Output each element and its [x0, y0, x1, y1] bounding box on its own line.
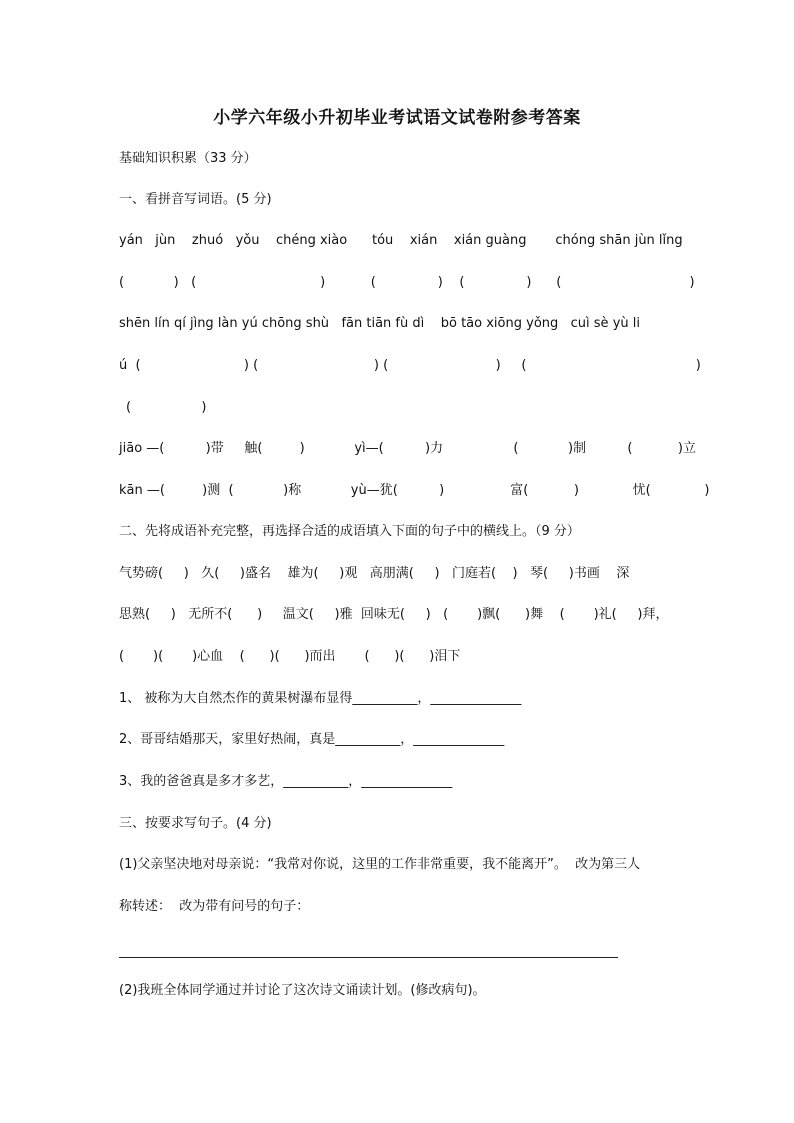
answer-blanks-row-1: ( ) ( ) ( ) ( ) ( )	[119, 275, 695, 290]
pinyin-row-2: shēn lín qí jìng làn yú chōng shù fān tiān fù dì bō tāo xiōng yǒng cuì sè yù li	[119, 316, 640, 331]
pinyin-row-1: yán jùn zhuó yǒu chéng xiào tóu xián xián guàng chóng shān jùn lǐng	[119, 233, 683, 248]
question-1: 1、 被称为大自然杰作的黄果树瀑布显得__________，______________	[119, 691, 522, 706]
part3-heading: 三、按要求写句子。(4 分)	[119, 816, 272, 831]
answer-blanks-row-2: ú ( ) ( ) ( ) ( )	[119, 358, 701, 373]
idiom-row-3: ( )( )心血 ( )( )而出 ( )( )泪下	[119, 649, 461, 664]
question-3: 3、我的爸爸真是多才多艺，__________，______________	[119, 774, 453, 789]
polyphone-row-2: kān —( )测 ( )称 yù—犹( ) 富( ) 忧( )	[119, 483, 710, 498]
page-title: 小学六年级小升初毕业考试语文试卷附参考答案	[213, 108, 581, 128]
part1-heading: 一、看拼音写词语。(5 分)	[119, 192, 272, 207]
sentence-task-2: (2)我班全体同学通过并讨论了这次诗文诵读计划。(修改病句)。	[119, 983, 486, 998]
answer-line	[119, 957, 618, 958]
section-header: 基础知识积累（33 分）	[119, 151, 257, 166]
sentence-task-1-line-2: 称转述： 改为带有问号的句子：	[119, 899, 310, 914]
question-2: 2、哥哥结婚那天，家里好热闹，真是__________，______________	[119, 732, 505, 747]
idiom-row-2: 思熟( ) 无所不( ) 温文( )雅 回味无( ) ( )飘( )舞 ( )礼( )拜，	[119, 607, 669, 622]
polyphone-row-1: jiāo —( )带 触( ) yì—( )力 ( )制 ( )立	[119, 441, 697, 456]
answer-blanks-row-3: ( )	[126, 400, 207, 415]
part2-heading: 二、先将成语补充完整，再选择合适的成语填入下面的句子中的横线上。（9 分）	[119, 524, 580, 539]
sentence-task-1-line-1: (1)父亲坚决地对母亲说：“我常对你说，这里的工作非常重要，我不能离开”。 改为第三人	[119, 857, 641, 872]
idiom-row-1: 气势磅( ) 久( )盛名 雄为( )观 高朋满( ) 门庭若( ) 琴( )书画 深	[119, 566, 630, 581]
